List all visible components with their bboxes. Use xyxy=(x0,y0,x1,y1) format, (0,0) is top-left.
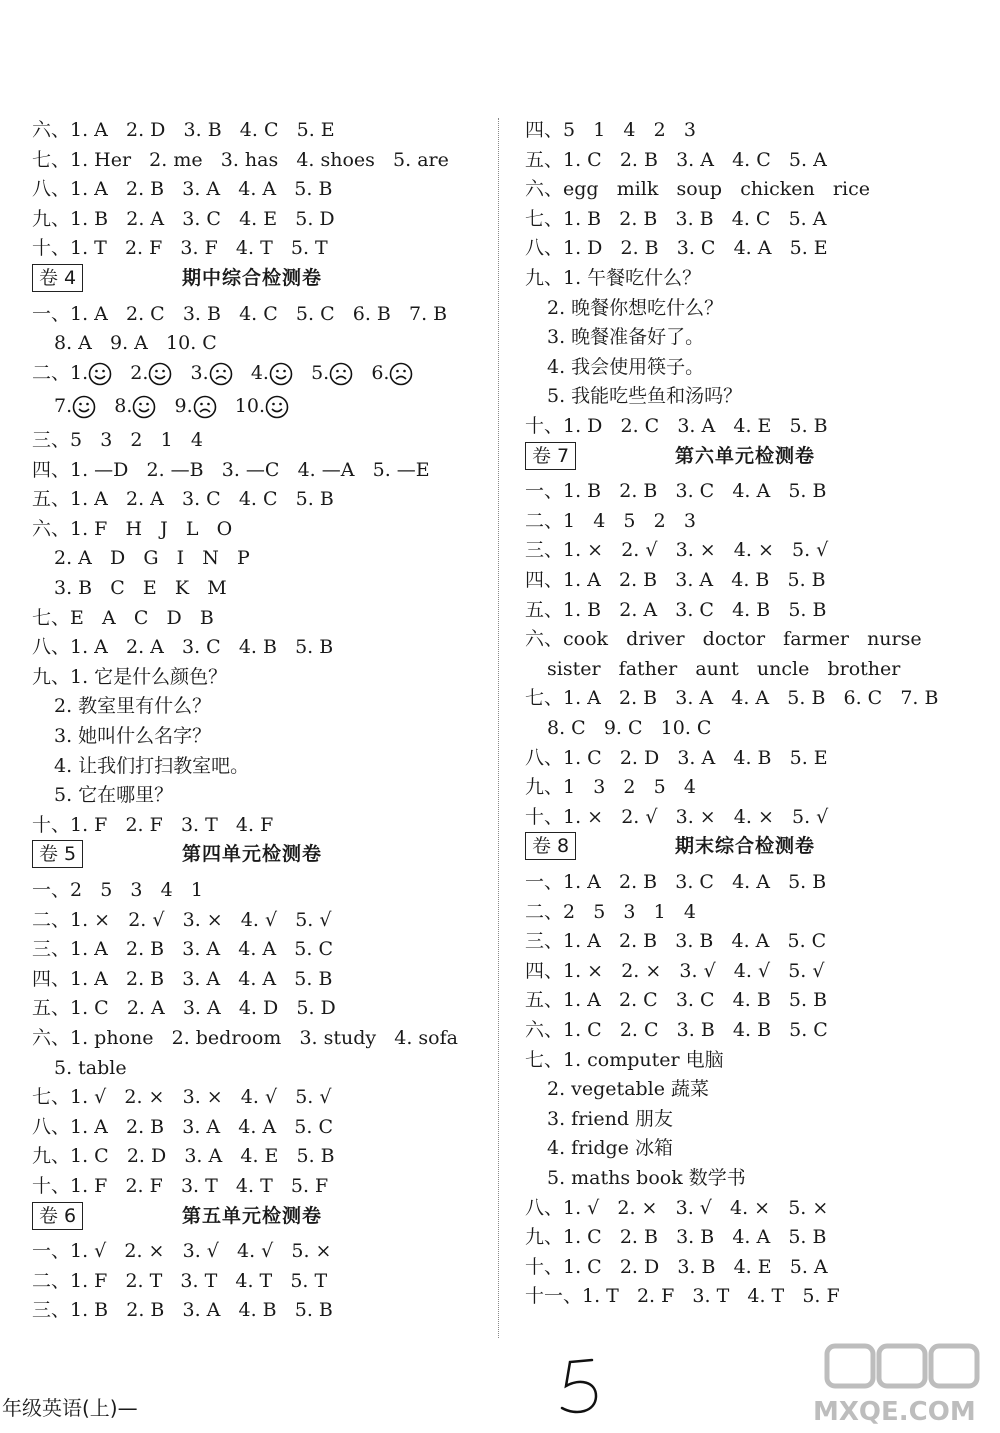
answer-line: 七、1. A 2. B 3. A 4. A 5. B 6. C 7. B xyxy=(525,687,939,710)
answer-line: 二、2 5 3 1 4 xyxy=(525,900,696,923)
answer-line: 二、1. F 2. T 3. T 4. T 5. T xyxy=(32,1269,328,1292)
smiley-face-icon xyxy=(148,362,172,386)
section-header xyxy=(32,264,472,294)
footer-label: 年级英语(上)— xyxy=(2,1396,138,1420)
answer-line: sister father aunt uncle brother xyxy=(547,657,901,680)
answer-line: 八、1. D 2. B 3. C 4. A 5. E xyxy=(525,237,828,260)
watermark-logo xyxy=(805,1342,995,1427)
column-divider xyxy=(498,118,499,1338)
answer-line: 一、1. A 2. C 3. B 4. C 5. C 6. B 7. B xyxy=(32,302,448,325)
answer-line: 九、1. C 2. B 3. B 4. A 5. B xyxy=(525,1226,827,1249)
section-header xyxy=(525,442,965,472)
answer-line: 一、1. B 2. B 3. C 4. A 5. B xyxy=(525,480,827,503)
answer-line: 八、1. A 2. B 3. A 4. A 5. C xyxy=(32,1115,333,1138)
answer-line: 四、1. A 2. B 3. A 4. A 5. B xyxy=(32,967,333,990)
face-answer: 3. xyxy=(191,362,233,384)
answer-line: 四、1. —D 2. —B 3. —C 4. —A 5. —E xyxy=(32,458,430,481)
answer-line: 2. vegetable 蔬菜 xyxy=(547,1078,710,1101)
answer-line: 5. 它在哪里？ xyxy=(54,784,174,807)
answer-line: 5. maths book 数学书 xyxy=(547,1167,746,1189)
answer-line: 十、1. C 2. D 3. B 4. E 5. A xyxy=(525,1255,828,1278)
sad-face-icon xyxy=(389,362,413,386)
answer-line: 四、1. A 2. B 3. A 4. B 5. B xyxy=(525,569,826,591)
section-header xyxy=(32,840,472,870)
answer-line: 七、E A C D B xyxy=(32,606,214,629)
answer-line: 五、1. A 2. C 3. C 4. B 5. B xyxy=(525,989,828,1012)
answer-line: 一、2 5 3 4 1 xyxy=(32,879,203,901)
answer-line: 三、5 3 2 1 4 xyxy=(32,429,203,451)
answer-line: 九、1. B 2. A 3. C 4. E 5. D xyxy=(32,207,335,230)
section-title: 第四单元检测卷 xyxy=(182,843,323,866)
answer-line: 2. 教室里有什么？ xyxy=(54,695,212,718)
answer-line: 十、1. F 2. F 3. T 4. F xyxy=(32,813,274,836)
face-answer: 10. xyxy=(235,395,289,417)
section-title: 期末综合检测卷 xyxy=(675,835,816,858)
answer-line: 3. 她叫什么名字？ xyxy=(54,725,212,747)
smiley-face-icon xyxy=(88,362,112,386)
answer-line: 3. 晚餐准备好了。 xyxy=(547,326,705,349)
answer-line: 六、egg milk soup chicken rice xyxy=(525,178,870,201)
answer-line: 三、1. A 2. B 3. B 4. A 5. C xyxy=(525,930,827,953)
answer-line: 4. fridge 冰箱 xyxy=(547,1137,673,1160)
answer-line: 5. table xyxy=(54,1056,127,1079)
face-answer: 9. xyxy=(175,395,217,417)
answer-line: 十、1. D 2. C 3. A 4. E 5. B xyxy=(525,415,828,437)
answer-line: 七、1. computer 电脑 xyxy=(525,1048,724,1071)
answer-line: 十、1. × 2. √ 3. × 4. × 5. √ xyxy=(525,805,829,828)
answer-line: 五、1. B 2. A 3. C 4. B 5. B xyxy=(525,598,827,621)
answer-line: 8. C 9. C 10. C xyxy=(547,717,712,739)
section-header xyxy=(525,832,965,862)
answer-line: 九、1. C 2. D 3. A 4. E 5. B xyxy=(32,1145,335,1168)
answer-line: 4. 让我们打扫教室吧。 xyxy=(54,754,250,777)
answer-line: 六、1. phone 2. bedroom 3. study 4. sofa xyxy=(32,1027,458,1049)
question-prefix: 二、 xyxy=(32,361,71,384)
answer-line: 5. 我能吃些鱼和汤吗？ xyxy=(547,385,743,408)
answer-line: 四、5 1 4 2 3 xyxy=(525,119,696,141)
answer-line: 九、1. 午餐吃什么？ xyxy=(525,267,702,289)
answer-line: 五、1. C 2. A 3. A 4. D 5. D xyxy=(32,997,336,1020)
answer-line: 十、1. F 2. F 3. T 4. T 5. F xyxy=(32,1175,329,1197)
face-answer: 5. xyxy=(311,362,353,384)
answer-line: 八、1. C 2. D 3. A 4. B 5. E xyxy=(525,746,828,769)
smiley-face-icon xyxy=(269,362,293,386)
answer-line: 三、1. B 2. B 3. A 4. B 5. B xyxy=(32,1299,333,1322)
answer-line: 二、1 4 5 2 3 xyxy=(525,509,696,532)
sad-face-icon xyxy=(193,395,217,419)
answer-line: 2. A D G I N P xyxy=(54,547,250,570)
sad-face-icon xyxy=(329,362,353,386)
answer-line: 六、cook driver doctor farmer nurse xyxy=(525,628,922,651)
face-answer: 6. xyxy=(371,362,413,384)
face-answer: 2. xyxy=(130,362,172,384)
answer-line xyxy=(54,394,307,424)
handwritten-page-number xyxy=(552,1352,612,1422)
answer-line: 九、1. 它是什么颜色？ xyxy=(32,665,228,688)
answer-line: 七、1. √ 2. × 3. × 4. √ 5. √ xyxy=(32,1086,332,1109)
answer-line: 二、1. × 2. √ 3. × 4. √ 5. √ xyxy=(32,908,332,931)
section-header xyxy=(32,1202,472,1232)
answer-line: 八、1. √ 2. × 3. √ 4. × 5. × xyxy=(525,1196,829,1219)
answer-line: 六、1. C 2. C 3. B 4. B 5. C xyxy=(525,1019,828,1041)
watermark-text: MXQE.COM xyxy=(813,1397,976,1427)
answer-line: 3. B C E K M xyxy=(54,577,227,599)
smiley-face-icon xyxy=(132,395,156,419)
answer-line: 8. A 9. A 10. C xyxy=(54,332,217,355)
answer-line: 三、1. A 2. B 3. A 4. A 5. C xyxy=(32,938,333,961)
answer-line: 六、1. A 2. D 3. B 4. C 5. E xyxy=(32,119,335,141)
smiley-face-icon xyxy=(265,395,289,419)
answer-line: 4. 我会使用筷子。 xyxy=(547,355,705,378)
face-answer: 7. xyxy=(54,395,96,417)
answer-line: 九、1 3 2 5 4 xyxy=(525,776,696,799)
answer-line: 八、1. A 2. B 3. A 4. A 5. B xyxy=(32,178,333,201)
section-label-box: 卷 8 xyxy=(525,832,576,860)
answer-line: 四、1. × 2. × 3. √ 4. √ 5. √ xyxy=(525,959,825,982)
section-title: 第五单元检测卷 xyxy=(182,1204,323,1227)
sad-face-icon xyxy=(209,362,233,386)
answer-line: 2. 晚餐你想吃什么？ xyxy=(547,296,724,319)
section-label-box: 卷 5 xyxy=(32,840,83,868)
answer-line: 一、1. √ 2. × 3. √ 4. √ 5. × xyxy=(32,1240,332,1263)
answer-line: 七、1. B 2. B 3. B 4. C 5. A xyxy=(525,207,827,230)
answer-line: 3. friend 朋友 xyxy=(547,1107,674,1130)
answer-line: 五、1. A 2. A 3. C 4. C 5. B xyxy=(32,488,334,511)
answer-line: 五、1. C 2. B 3. A 4. C 5. A xyxy=(525,148,827,171)
answer-line: 三、1. × 2. √ 3. × 4. × 5. √ xyxy=(525,539,829,562)
section-title: 第六单元检测卷 xyxy=(675,444,816,467)
smiley-face-icon xyxy=(72,395,96,419)
answer-line: 十一、1. T 2. F 3. T 4. T 5. F xyxy=(525,1285,840,1308)
section-label-box: 卷 7 xyxy=(525,442,576,470)
face-answer: 8. xyxy=(114,395,156,417)
answer-line: 一、1. A 2. B 3. C 4. A 5. B xyxy=(525,871,827,893)
answer-line: 十、1. T 2. F 3. F 4. T 5. T xyxy=(32,237,328,260)
face-answer: 4. xyxy=(251,362,293,384)
section-title: 期中综合检测卷 xyxy=(182,267,323,289)
answer-line: 八、1. A 2. A 3. C 4. B 5. B xyxy=(32,636,334,659)
section-label-box: 卷 6 xyxy=(32,1202,83,1230)
section-label-box: 卷 4 xyxy=(32,264,83,292)
answer-line xyxy=(32,361,432,391)
answer-line: 六、1. F H J L O xyxy=(32,517,233,540)
answer-line: 七、1. Her 2. me 3. has 4. shoes 5. are xyxy=(32,148,449,171)
face-answer: 1. xyxy=(70,362,112,384)
